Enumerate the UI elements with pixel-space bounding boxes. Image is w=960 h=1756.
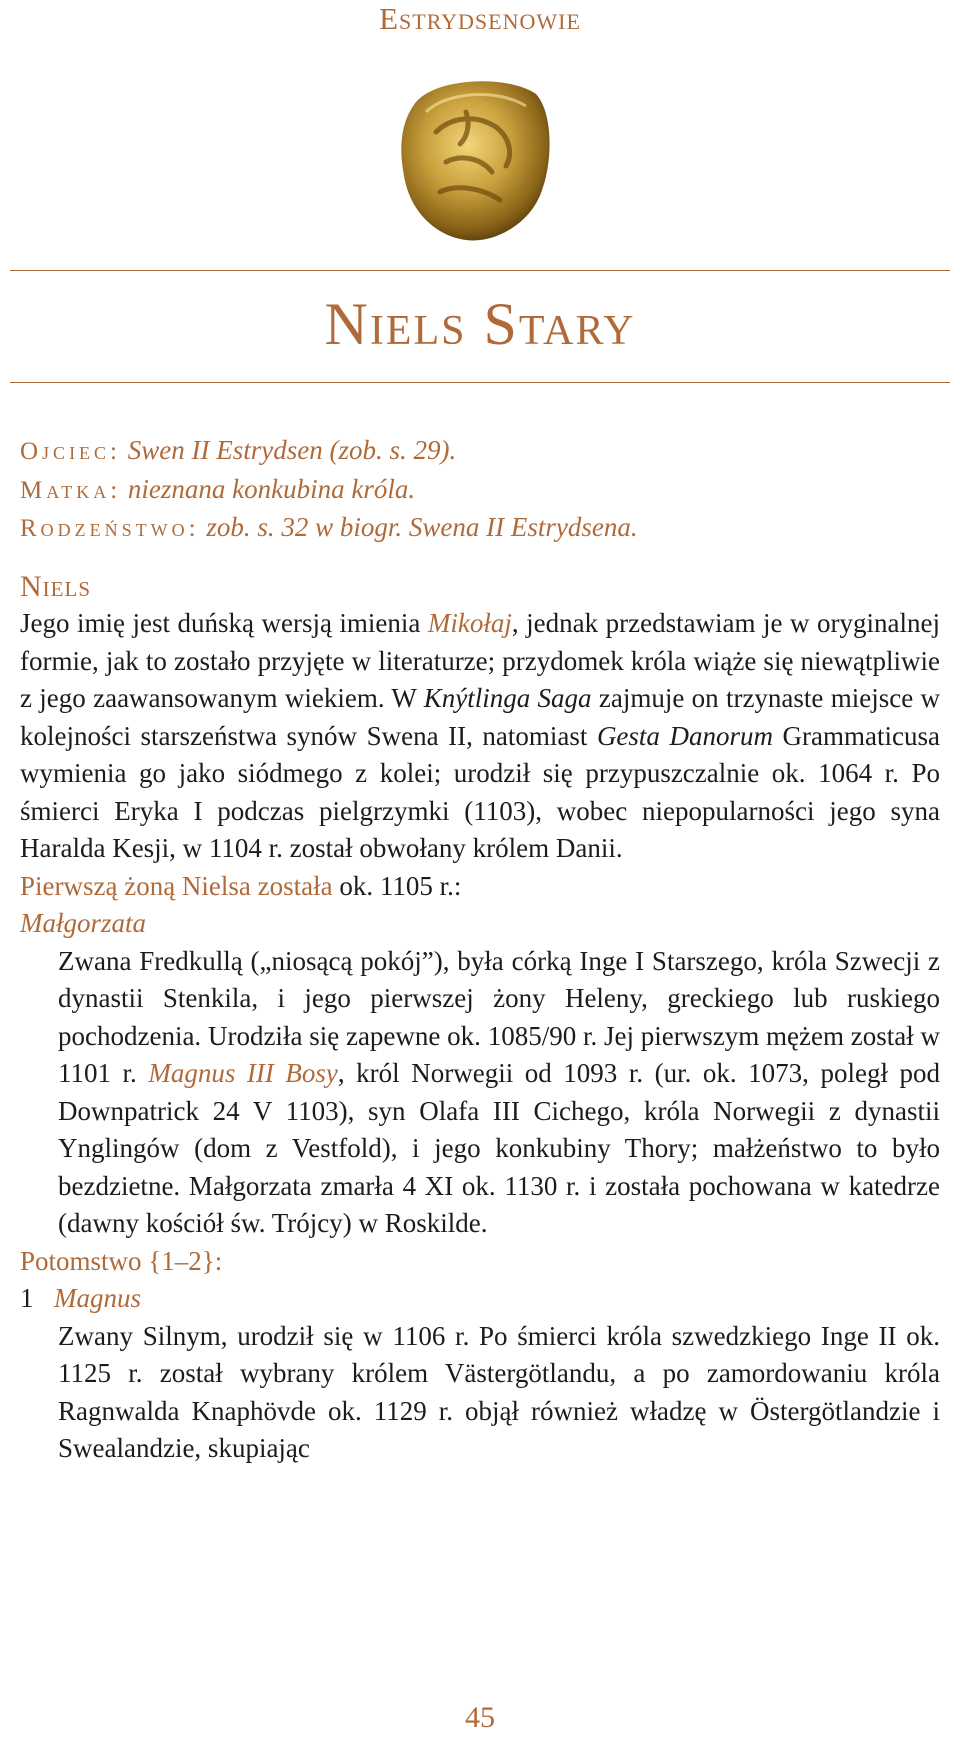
offspring-heading: Potomstwo {1–2}: — [20, 1245, 223, 1276]
first-wife-text-2: , król Norwegii od 1093 r. (ur. ok. 1073, poległ pod Downpatrick 24 V 1103), syn Olafa III Cichego, króla Norwegii z dynastii Ynglingów (dom z Vestfold), i jego konkubiny Thory; małżeństwo to było bezdzietne. Małgorzata zmarła 4 XI ok. 1130 r. i została pochowana w katedrze (dawny kościół św. Trójcy) w Roskilde. — [58, 1058, 941, 1238]
niels-text-3: zajmuje on trzynaste miejsce w kolejności starszeństwa synów Swena II, natomiast — [20, 683, 941, 751]
first-wife-text-1: Zwana Fredkullą („niosącą pokój”), była córką Inge I Starszego, króla Szwecji z dynastii Stenkila, i jego pierwszej żony Heleny, greckiego lub ruskiego pochodzenia. Urodziła się zapewne ok. 1085/90 r. Jej pierwszym mężem został w 1101 r. — [58, 945, 940, 1088]
entry-number: 1 — [20, 1283, 34, 1313]
running-head: Estrydsenowie — [379, 1, 581, 36]
bottom-rule — [10, 382, 950, 383]
page-title: Niels Stary — [324, 291, 636, 357]
mother-line — [20, 471, 940, 510]
name-magnus-iii: Magnus III Bosy — [148, 1058, 338, 1088]
first-wife-intro — [20, 868, 940, 906]
first-wife-name: Małgorzata — [20, 908, 147, 938]
mother-value: nieznana konkubina króla. — [127, 473, 416, 504]
niels-heading: Niels — [20, 569, 91, 603]
mother-label: Matka: — [20, 476, 122, 504]
offspring-entry-text: Zwany Silnym, urodził się w 1106 r. Po śmierci króla szwedzkiego Inge II ok. 1125 r. został wybrany królem Västergötlandu, a po zamordowaniu króla Ragnwalda Knaphövde ok. 1129 r. objął również władzę w Östergötlandzie i Swealandzie, skupiając — [58, 1320, 940, 1463]
name-mikolaj: Mikołaj — [427, 608, 512, 638]
father-line — [20, 432, 940, 471]
niels-text-2: , jednak przedstawiam je w oryginalnej formie, jak to zostało przyjęte w literaturze; przydomek króla wiąże się niewątpliwie z jego zaawansowanym wiekiem. W — [20, 608, 940, 713]
father-value: Swen II Estrydsen (zob. s. 29). — [127, 435, 457, 465]
niels-paragraph — [20, 605, 940, 868]
title-gesta-danorum: Gesta Danorum — [596, 720, 773, 751]
siblings-value: zob. s. 32 w biogr. Swena II Estrydsena. — [206, 512, 638, 542]
first-wife-intro-date: ok. 1105 r.: — [332, 870, 462, 901]
first-wife-paragraph — [20, 943, 940, 1243]
top-rule — [10, 270, 950, 271]
biography-body — [20, 432, 940, 1468]
page-number: 45 — [465, 1701, 495, 1734]
siblings-line — [20, 509, 940, 548]
niels-text-1: Jego imię jest duńską wersją imienia — [20, 608, 428, 638]
niels-text-4: Grammaticusa wymienia go jako siódmego z kolei; urodził się przypuszczalnie ok. 1064 r. Po śmierci Eryka I podczas pielgrzymki (1103), wobec niepopularności jego syna Haralda Kesji, w 1104 r. został obwołany królem Danii. — [20, 720, 940, 863]
first-wife-intro-label: Pierwszą żoną Nielsa została — [20, 870, 333, 901]
entry-name: Magnus — [54, 1283, 141, 1313]
gold-coin-image — [396, 72, 556, 248]
offspring-entry-header — [20, 1280, 940, 1318]
father-label: Ojciec: — [20, 438, 122, 465]
title-knytlinga-saga: Knýtlinga Saga — [423, 683, 592, 713]
siblings-label: Rodzeństwo: — [20, 515, 200, 542]
